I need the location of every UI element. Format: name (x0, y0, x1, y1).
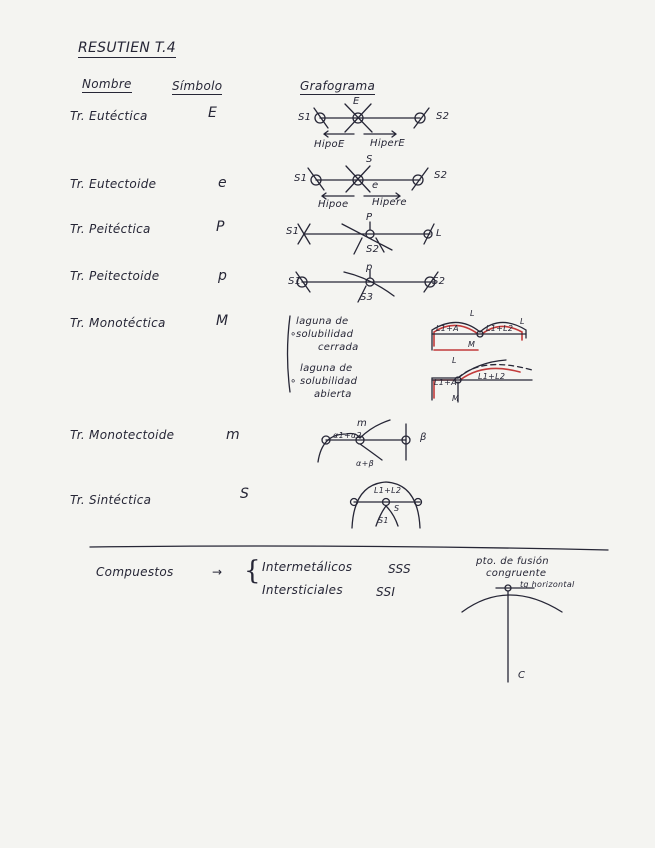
congruent-note-line-2: congruente (486, 568, 547, 579)
monotectic-closed-m: M (468, 340, 476, 349)
row-name-eutectoid: Tr. Eutectoide (70, 177, 157, 191)
monotectic-open-line-3: abierta (314, 389, 352, 400)
row-name-peritectic: Tr. Peitéctica (70, 222, 151, 236)
compound-label-c: C (518, 670, 526, 681)
peritectoid-label-s3: S3 (360, 292, 374, 303)
congruent-note-line-1: pto. de fusión (476, 556, 549, 567)
monotectic-closed-line-3: cerrada (318, 342, 359, 353)
column-header-symbol: Símbolo (172, 79, 223, 93)
peritectic-label-s1: S1 (286, 226, 300, 237)
eutectoid-label-hyper: Hipere (372, 197, 407, 208)
monotectic-open-line-1: laguna de (300, 363, 353, 374)
column-header-name: Nombre (82, 77, 132, 91)
peritectic-label-s2: S2 (366, 244, 380, 255)
compounds-item-2-name: Intersticiales (262, 583, 343, 597)
symbol-syntectic: S (240, 486, 250, 502)
eutectic-label-s2: S2 (436, 111, 450, 122)
symbol-eutectic: E (208, 105, 218, 121)
peritectic-label-l: L (436, 228, 442, 239)
column-header-diagram: Grafograma (300, 79, 376, 93)
eutectoid-label-s1: S1 (294, 173, 308, 184)
symbol-peritectic: P (216, 219, 225, 235)
eutectic-label-s1: S1 (298, 112, 312, 123)
monotectic-closed-l1a: L1+A (436, 324, 459, 333)
syntectic-label-s: S (394, 504, 400, 513)
compounds-item-1-abbr: SSS (388, 562, 411, 576)
syntectic-label-s1: S1 (378, 516, 389, 525)
horizontal-tangent-label: tg horizontal (520, 580, 575, 589)
eutectic-label-e: E (353, 96, 360, 107)
compounds-arrow: → (212, 565, 223, 579)
peritectic-label-p: P (366, 212, 373, 223)
bullet-closed: ∘ (290, 329, 297, 340)
monotectic-open-line-2: solubilidad (300, 376, 358, 387)
monotectic-open-m: M (452, 394, 460, 403)
monotectoid-label-a1a2: α1+α2 (333, 431, 362, 440)
eutectoid-label-s2: S2 (434, 170, 448, 181)
eutectoid-label-e: e (372, 180, 379, 191)
symbol-peritectoid: p (218, 268, 228, 284)
symbol-eutectoid: e (218, 175, 227, 191)
syntectic-label-l1l2: L1+L2 (374, 486, 402, 495)
eutectoid-label-s: S (366, 154, 373, 165)
monotectic-closed-line-1: laguna de (296, 316, 349, 327)
compounds-item-1-name: Intermetálicos (262, 560, 353, 574)
peritectoid-label-s1: S1 (288, 276, 302, 287)
monotectic-open-l1a: L1+A (434, 378, 457, 387)
symbol-monotectic: M (216, 313, 229, 329)
monotectic-closed-l-label: L (470, 309, 475, 318)
row-name-eutectic: Tr. Eutéctica (70, 109, 148, 123)
eutectic-label-hyper: HiperE (370, 138, 406, 149)
symbol-monotectoid: m (226, 427, 240, 443)
row-name-monotectoid: Tr. Monotectoide (70, 428, 175, 442)
monotectic-closed-l-right: L (520, 317, 525, 326)
compounds-brace: { (244, 556, 261, 586)
page-title: RESUTIEN T.4 (78, 40, 177, 56)
monotectoid-label-m: m (357, 418, 368, 429)
row-name-peritectoid: Tr. Peitectoide (70, 269, 160, 283)
monotectic-open-l-label: L (452, 356, 457, 365)
monotectoid-label-beta: β (420, 432, 427, 443)
bullet-open: ∘ (290, 376, 297, 387)
eutectic-label-hypo: HipoE (314, 139, 345, 150)
section-divider (88, 541, 610, 553)
syntectic-diagram (342, 474, 442, 534)
monotectic-closed-line-2: solubilidad (296, 329, 354, 340)
monotectic-closed-l1l2: L1+L2 (486, 324, 514, 333)
monotectoid-label-ab: α+β (356, 459, 374, 468)
peritectoid-label-p: p (366, 262, 373, 273)
monotectic-open-l1l2: L1+L2 (478, 372, 506, 381)
row-name-monotectic: Tr. Monotéctica (70, 316, 166, 330)
peritectoid-label-s2: S2 (432, 276, 446, 287)
eutectoid-label-hypo: Hipoe (318, 199, 349, 210)
row-name-syntectic: Tr. Sintéctica (70, 493, 152, 507)
compounds-item-2-abbr: SSI (376, 585, 396, 599)
compounds-label: Compuestos (96, 565, 174, 579)
